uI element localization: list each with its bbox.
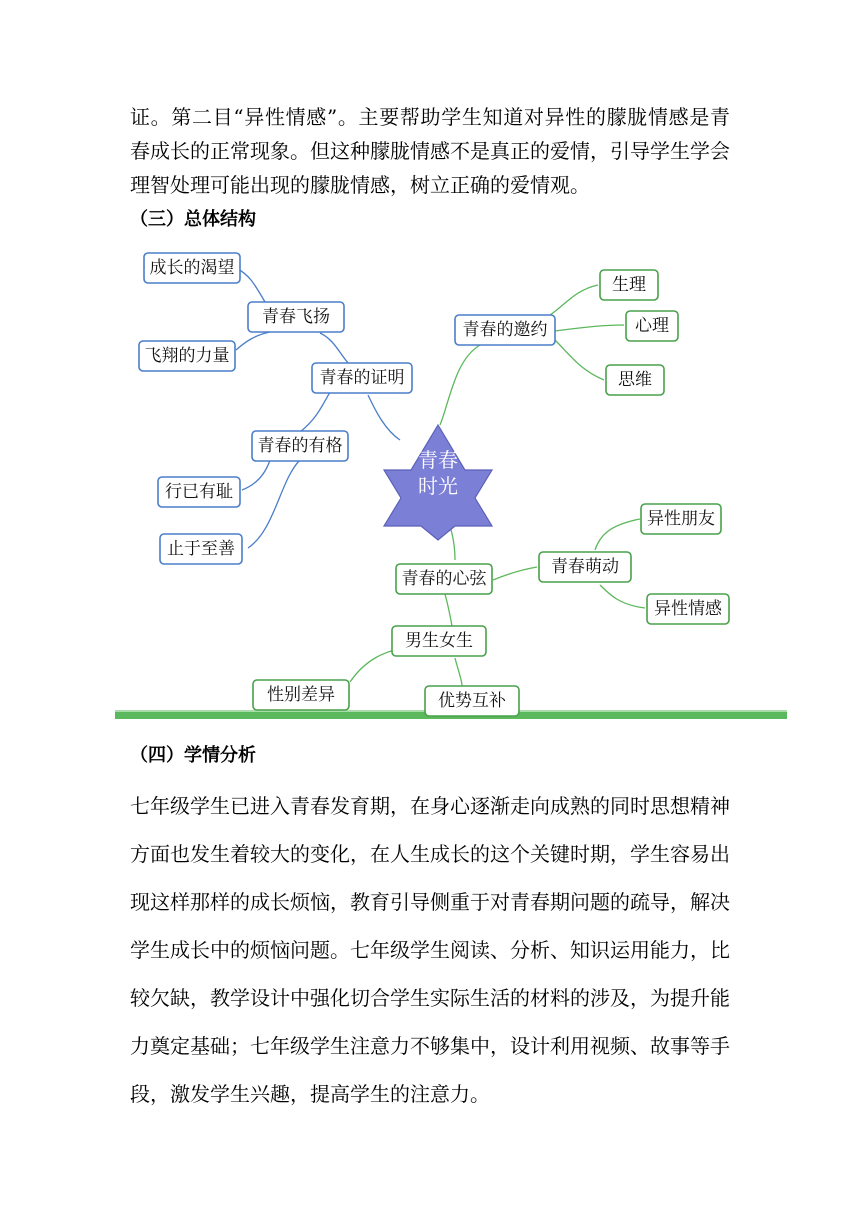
svg-text:心理: 心理 (635, 316, 669, 336)
node-qingchun-xinxian (396, 564, 492, 594)
node-feixiang-liliang (139, 341, 235, 371)
analysis-paragraph: 七年级学生已进入青春发育期，在身心逐渐走向成熟的同时思想精神方面也发生着较大的变化，在人生成长的这个关键时期，学生容易出现这样那样的成长烦恼，教育引导侧重于对青春期问题的疏导，解决学生成长中的烦恼问题。七年级学生阅读、分析、知识运用能力，比较欠缺，教学设计中强化切合学生实际生活的材料的涉及，为提升能力奠定基础；七年级学生注意力不够集中，设计利用视频、故事等手段，激发学生兴趣，提高学生的注意力。 (130, 794, 730, 1106)
node-zhiyu-zhishan (160, 534, 242, 564)
link-youge-zhishan (248, 460, 300, 548)
node-qingchun-mengdong (539, 552, 631, 582)
node-nansheng-nvsheng (392, 626, 486, 656)
link-feiyang-liliang (236, 332, 270, 350)
node-xingji-youchi (158, 477, 240, 507)
center-label-line2: 时光 (418, 474, 458, 498)
svg-text:优势互补: 优势互补 (438, 691, 506, 711)
node-qingchun-yaoyue (455, 315, 555, 345)
intro-paragraph: 证。第二目“异性情感”。主要帮助学生知道对异性的朦胧情感是青春成长的正常现象。但这种朦胧情感不是真正的爱情，引导学生学会理智处理可能出现的朦胧情感，树立正确的爱情观。 (130, 105, 730, 197)
link-center-zhengming (368, 395, 400, 440)
link-zhengming-youge (300, 392, 330, 432)
link-mengdong-qinggan (600, 585, 645, 608)
node-chengzhang-kewang (144, 253, 240, 283)
svg-text:男生女生: 男生女生 (405, 631, 473, 651)
svg-text:异性情感: 异性情感 (654, 599, 722, 619)
node-qingchun-youge (252, 431, 348, 461)
mind-map-diagram (0, 240, 860, 725)
svg-text:性别差异: 性别差异 (267, 685, 335, 705)
link-yaoyue-shengli (550, 285, 598, 315)
link-nannv-hubu (455, 658, 462, 686)
svg-text:飞翔的力量: 飞翔的力量 (144, 346, 230, 366)
svg-text:生理: 生理 (612, 275, 646, 295)
link-mengdong-pengyou (595, 519, 640, 550)
svg-text:青春的邀约: 青春的邀约 (462, 320, 548, 340)
svg-text:止于至善: 止于至善 (167, 539, 235, 559)
svg-text:行已有耻: 行已有耻 (165, 482, 233, 502)
svg-text:青春的心弦: 青春的心弦 (401, 569, 487, 589)
link-xinxian-nannv (445, 594, 452, 626)
center-label-line1: 青春 (418, 448, 458, 472)
node-youshi-hubu (425, 686, 519, 716)
link-youge-xingji (242, 460, 270, 490)
svg-text:青春的证明: 青春的证明 (319, 368, 405, 388)
svg-text:青春飞扬: 青春飞扬 (262, 307, 330, 327)
link-yaoyue-siwei (555, 340, 604, 380)
section-heading-analysis: （四）学情分析 (130, 745, 256, 766)
link-xinxian-mengdong (493, 567, 537, 580)
link-zhengming-feiyang (320, 333, 350, 365)
node-yixing-qinggan (647, 594, 729, 624)
svg-text:异性朋友: 异性朋友 (647, 509, 715, 529)
node-xingbie-chayi (253, 680, 349, 710)
section-heading-structure: （三）总体结构 (130, 209, 256, 230)
svg-text:思维: 思维 (618, 370, 652, 390)
svg-text:青春萌动: 青春萌动 (551, 557, 619, 577)
node-qingchun-zhengming (312, 363, 412, 393)
node-yixing-pengyou (641, 504, 721, 534)
link-center-yaoyue (440, 345, 480, 425)
svg-text:青春的有格: 青春的有格 (257, 436, 343, 456)
center-star (384, 425, 492, 540)
node-siwei (606, 365, 664, 395)
link-yaoyue-xinli (555, 325, 624, 331)
node-shengli (600, 270, 658, 300)
node-xinli (626, 311, 678, 341)
svg-text:成长的渴望: 成长的渴望 (149, 258, 235, 278)
node-qingchun-feiyang (248, 302, 344, 332)
